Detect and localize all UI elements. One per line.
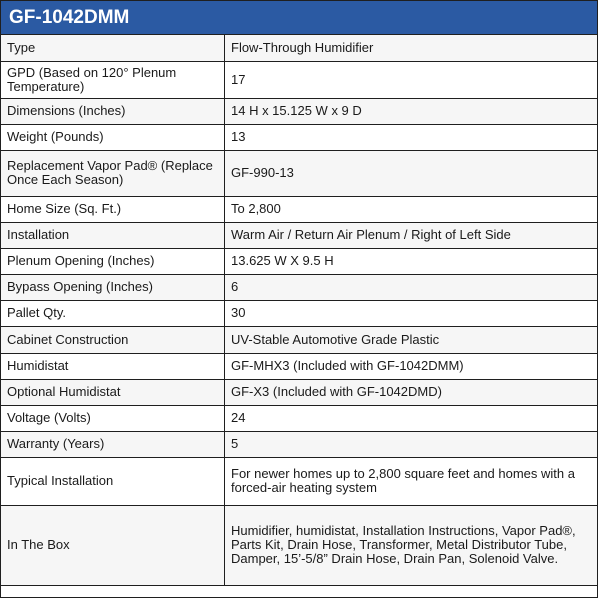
row-label: Type <box>1 35 225 61</box>
row-label: Bypass Opening (Inches) <box>1 274 225 300</box>
row-value: UV-Stable Automotive Grade Plastic <box>225 326 598 353</box>
table-row <box>1 505 597 585</box>
table-row <box>1 61 597 98</box>
row-value: 13.625 W X 9.5 H <box>225 248 598 274</box>
row-value: GF-MHX3 (Included with GF-1042DMM) <box>225 353 598 379</box>
table-row <box>1 353 597 379</box>
row-label: Pallet Qty. <box>1 300 225 326</box>
product-title: GF-1042DMM <box>1 1 597 35</box>
row-label: Dimensions (Inches) <box>1 98 225 124</box>
row-value: For newer homes up to 2,800 square feet and homes with a forced-air heating system <box>225 457 598 505</box>
table-row <box>1 379 597 405</box>
row-label: Typical Installation <box>1 457 225 505</box>
row-label: GPD (Based on 120° Plenum Temperature) <box>1 61 225 98</box>
row-label: In The Box <box>1 505 225 585</box>
table-row <box>1 98 597 124</box>
row-label: Humidistat <box>1 353 225 379</box>
row-value: Humidifier, humidistat, Installation Instructions, Vapor Pad®, Parts Kit, Drain Hose, Transformer, Metal Distributor Tube, Damper, 15’-5/8” Drain Hose, Drain Pan, Solenoid Valve. <box>225 505 598 585</box>
row-label: Installation <box>1 222 225 248</box>
row-label: Replacement Vapor Pad® (Replace Once Each Season) <box>1 150 225 196</box>
row-label: Weight (Pounds) <box>1 124 225 150</box>
row-label: Warranty (Years) <box>1 431 225 457</box>
table-row <box>1 248 597 274</box>
row-value: 6 <box>225 274 598 300</box>
spec-table <box>1 35 597 586</box>
row-value: GF-X3 (Included with GF-1042DMD) <box>225 379 598 405</box>
table-row <box>1 300 597 326</box>
row-label: Optional Humidistat <box>1 379 225 405</box>
table-row <box>1 326 597 353</box>
table-row <box>1 150 597 196</box>
table-row <box>1 457 597 505</box>
table-row <box>1 35 597 61</box>
row-value: Warm Air / Return Air Plenum / Right of Left Side <box>225 222 598 248</box>
row-value: GF-990-13 <box>225 150 598 196</box>
table-row <box>1 124 597 150</box>
table-row <box>1 196 597 222</box>
row-label: Voltage (Volts) <box>1 405 225 431</box>
table-row <box>1 222 597 248</box>
row-value: Flow-Through Humidifier <box>225 35 598 61</box>
table-row <box>1 274 597 300</box>
row-label: Cabinet Construction <box>1 326 225 353</box>
row-value: 17 <box>225 61 598 98</box>
row-value: 5 <box>225 431 598 457</box>
row-value: 14 H x 15.125 W x 9 D <box>225 98 598 124</box>
row-value: 24 <box>225 405 598 431</box>
row-value: To 2,800 <box>225 196 598 222</box>
row-value: 13 <box>225 124 598 150</box>
table-row <box>1 431 597 457</box>
table-row <box>1 405 597 431</box>
row-value: 30 <box>225 300 598 326</box>
row-label: Home Size (Sq. Ft.) <box>1 196 225 222</box>
row-label: Plenum Opening (Inches) <box>1 248 225 274</box>
